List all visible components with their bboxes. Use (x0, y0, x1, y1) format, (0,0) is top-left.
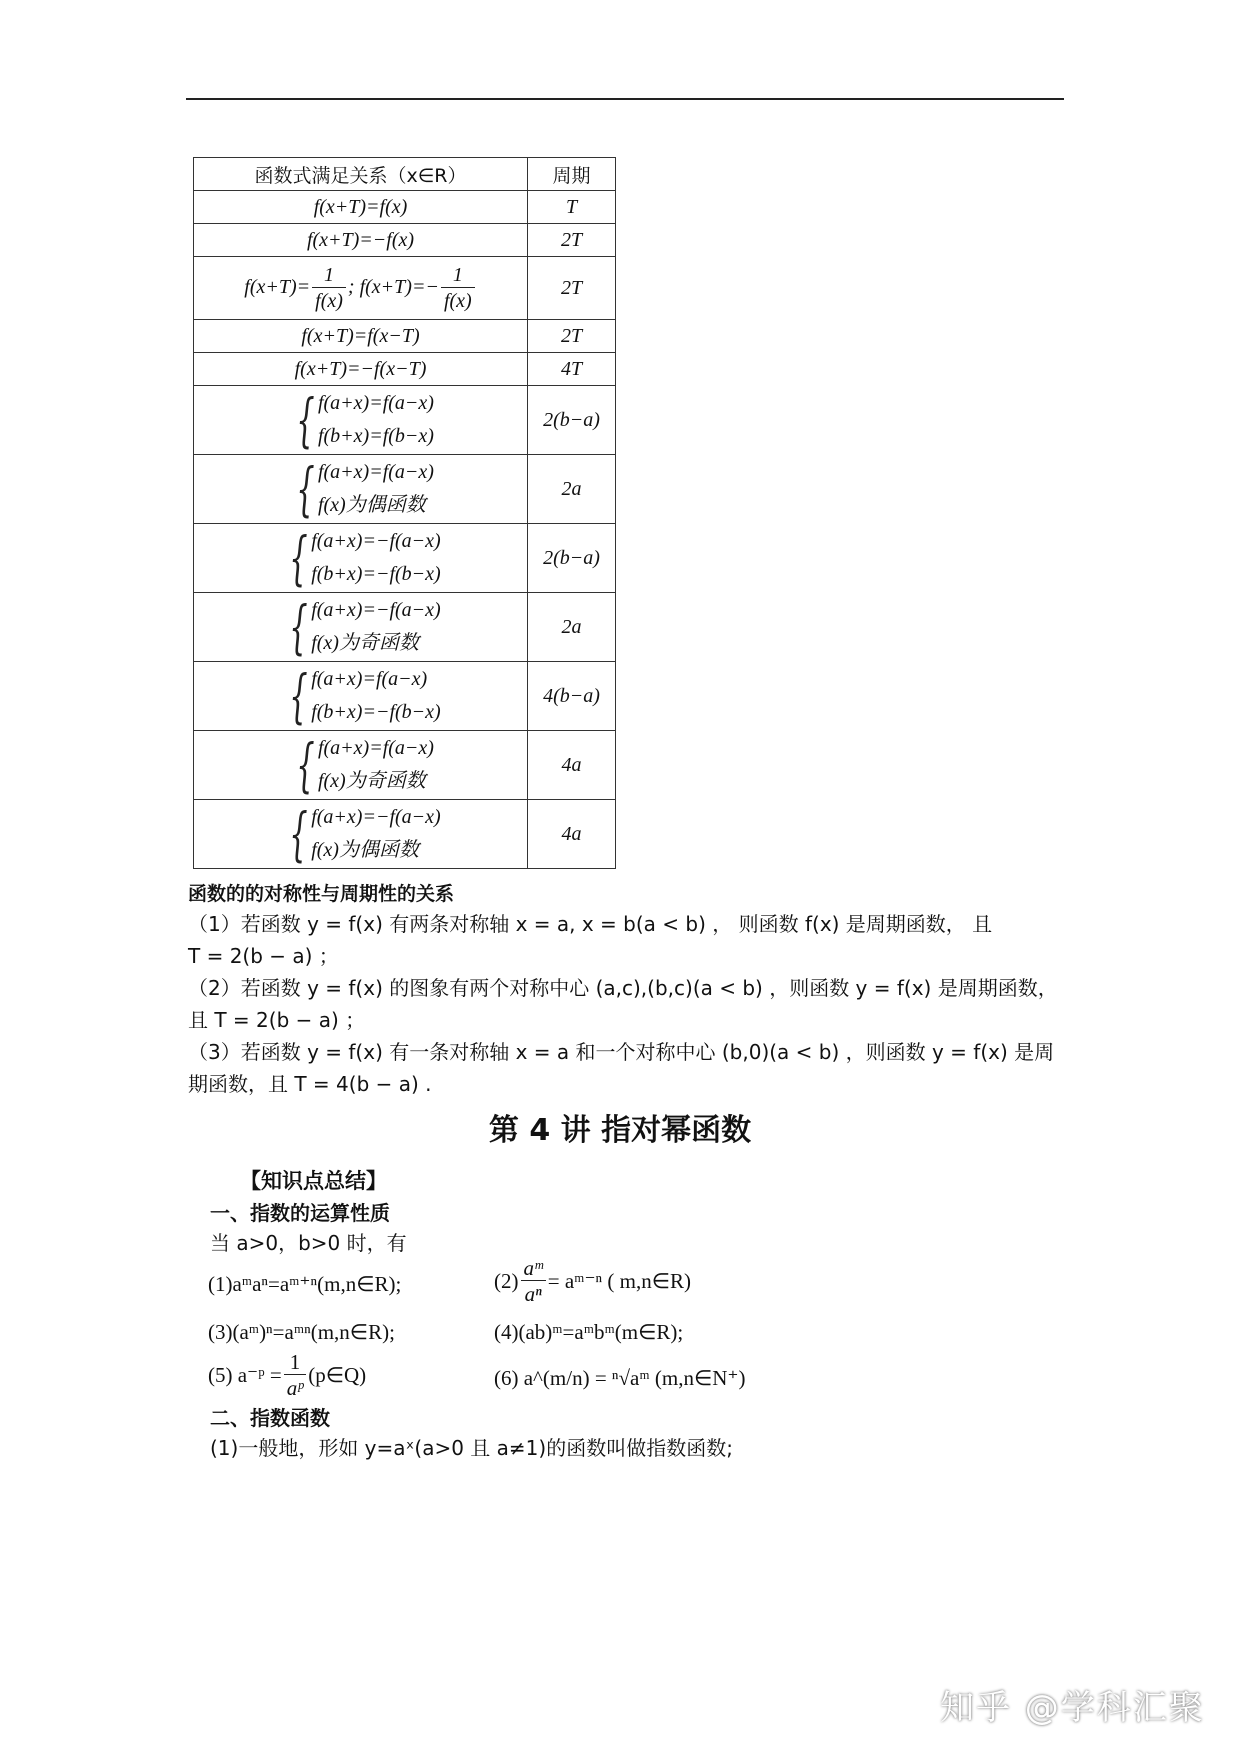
header-relation: 函数式满足关系（x∈R） (194, 158, 528, 191)
relation-cell (194, 455, 528, 524)
relation-cell: f(x+T)=f(x) (194, 191, 528, 224)
system-line: f(a+x)=f(a−x) (317, 392, 434, 414)
period-cell: 2T (528, 224, 616, 257)
system-line: f(x)为奇函数 (311, 632, 419, 654)
exponent-rule-5 (208, 1350, 366, 1401)
section-2-paragraph-1: (1)一般地，形如 y=aˣ(a>0 且 a≠1)的函数叫做指数函数; (210, 1436, 733, 1460)
table-row (194, 386, 616, 455)
relation-cell (194, 257, 528, 320)
symmetry-paragraph-2-cont: 且 T = 2(b − a) ； (188, 1008, 366, 1032)
lecture-title: 第 4 讲 指对幂函数 (488, 1113, 752, 1148)
fraction-numerator: 1 (284, 1350, 306, 1375)
period-cell: 2(b−a) (528, 386, 616, 455)
relation-cell (194, 731, 528, 800)
fraction (521, 1256, 546, 1307)
symmetry-paragraph-2: （2）若函数 y = f(x) 的图象有两个对称中心 (a,c),(b,c)(a < b) ，则函数 y = f(x) 是周期函数， (188, 976, 1058, 1000)
table-row (194, 593, 616, 662)
section-1-heading: 一、指数的运算性质 (210, 1201, 390, 1225)
equation-system (280, 801, 440, 867)
period-cell: 4T (528, 353, 616, 386)
period-cell: 4(b−a) (528, 662, 616, 731)
watermark: 知乎 @学科汇聚 (940, 1688, 1205, 1728)
symmetry-heading: 函数的的对称性与周期性的关系 (188, 883, 455, 905)
summary-heading: 【知识点总结】 (240, 1169, 387, 1193)
table-row (194, 455, 616, 524)
system-line: f(a+x)=f(a−x) (317, 461, 434, 483)
fraction-denominator: aⁿ (524, 1282, 542, 1306)
table-row (194, 257, 616, 320)
equation-system (287, 387, 434, 453)
table-row (194, 800, 616, 869)
relation-cell (194, 662, 528, 731)
relation-part: f(x+T)= (244, 275, 311, 298)
table-row (194, 662, 616, 731)
table-row (194, 353, 616, 386)
table-row (194, 524, 616, 593)
brace-icon: { (289, 662, 308, 730)
brace-icon: { (296, 455, 315, 523)
period-cell: T (528, 191, 616, 224)
system-line: f(x)为偶函数 (317, 494, 426, 516)
equation-system (287, 456, 434, 522)
period-table (193, 157, 616, 869)
system-line: f(a+x)=−f(a−x) (311, 806, 441, 828)
relation-cell (194, 524, 528, 593)
fraction-denominator: f(x) (315, 289, 343, 312)
relation-cell: f(x+T)=−f(x) (194, 224, 528, 257)
table-row (194, 191, 616, 224)
system-line: f(x)为奇函数 (317, 770, 426, 792)
relation-cell (194, 593, 528, 662)
fraction (312, 263, 346, 314)
relation-cell (194, 386, 528, 455)
equation-system (287, 732, 434, 798)
table-header-row (194, 158, 616, 191)
system-line: f(a+x)=f(a−x) (317, 737, 434, 759)
section-2-heading: 二、指数函数 (210, 1406, 330, 1430)
relation-part: ; f(x+T)=− (347, 275, 439, 298)
fraction-numerator: 1 (441, 263, 475, 288)
brace-icon: { (289, 524, 308, 592)
rule-suffix: (p∈Q) (308, 1363, 367, 1387)
table-row (194, 731, 616, 800)
system-line: f(b+x)=−f(b−x) (311, 563, 441, 585)
equation-system (280, 663, 440, 729)
symmetry-paragraph-1: （1）若函数 y = f(x) 有两条对称轴 x = a, x = b(a < b) ， 则函数 f(x) 是周期函数， 且 (188, 912, 993, 936)
table-row (194, 320, 616, 353)
fraction (284, 1350, 306, 1401)
rule-suffix: = aᵐ⁻ⁿ ( m,n∈R) (547, 1269, 692, 1293)
period-cell: 2T (528, 320, 616, 353)
exponent-rule-2 (494, 1256, 691, 1307)
symmetry-paragraph-1-cont: T = 2(b − a) ； (188, 944, 339, 968)
fraction-numerator: aᵐ (521, 1256, 546, 1281)
fraction-denominator: aᵖ (286, 1376, 304, 1400)
rule-prefix: (2) (494, 1269, 519, 1293)
equation-system (280, 525, 440, 591)
period-cell: 4a (528, 800, 616, 869)
header-period: 周期 (528, 158, 616, 191)
exponent-rule-6: (6) a^(m/n) = ⁿ√aᵐ (m,n∈N⁺) (494, 1366, 746, 1390)
exponent-rule-1: (1)aᵐaⁿ=aᵐ⁺ⁿ(m,n∈R); (208, 1272, 402, 1296)
brace-icon: { (289, 800, 308, 868)
system-line: f(a+x)=−f(a−x) (311, 599, 441, 621)
system-line: f(b+x)=−f(b−x) (311, 701, 441, 723)
brace-icon: { (289, 593, 308, 661)
table-row (194, 224, 616, 257)
period-cell: 2T (528, 257, 616, 320)
system-line: f(b+x)=f(b−x) (317, 425, 434, 447)
fraction (441, 263, 475, 314)
period-cell: 2(b−a) (528, 524, 616, 593)
brace-icon: { (296, 386, 315, 454)
system-line: f(x)为偶函数 (311, 839, 419, 861)
period-cell: 4a (528, 731, 616, 800)
system-line: f(a+x)=−f(a−x) (311, 530, 441, 552)
symmetry-paragraph-3: （3）若函数 y = f(x) 有一条对称轴 x = a 和一个对称中心 (b,0)(a < b) ，则函数 y = f(x) 是周 (188, 1040, 1055, 1064)
period-cell: 2a (528, 455, 616, 524)
relation-cell: f(x+T)=−f(x−T) (194, 353, 528, 386)
relation-cell (194, 800, 528, 869)
section-1-intro: 当 a>0，b>0 时，有 (210, 1231, 407, 1255)
period-cell: 2a (528, 593, 616, 662)
exponent-rule-3: (3)(aᵐ)ⁿ=aᵐⁿ(m,n∈R); (208, 1320, 395, 1344)
rule-prefix: (5) a⁻ᵖ = (208, 1363, 282, 1387)
brace-icon: { (296, 731, 315, 799)
relation-cell: f(x+T)=f(x−T) (194, 320, 528, 353)
fraction-numerator: 1 (312, 263, 346, 288)
symmetry-paragraph-3-cont: 期函数，且 T = 4(b − a) . (188, 1072, 432, 1096)
fraction-denominator: f(x) (443, 289, 472, 312)
system-line: f(a+x)=f(a−x) (311, 668, 428, 690)
equation-system (280, 594, 440, 660)
exponent-rule-4: (4)(ab)ᵐ=aᵐbᵐ(m∈R); (494, 1320, 684, 1344)
header-rule (186, 98, 1064, 100)
